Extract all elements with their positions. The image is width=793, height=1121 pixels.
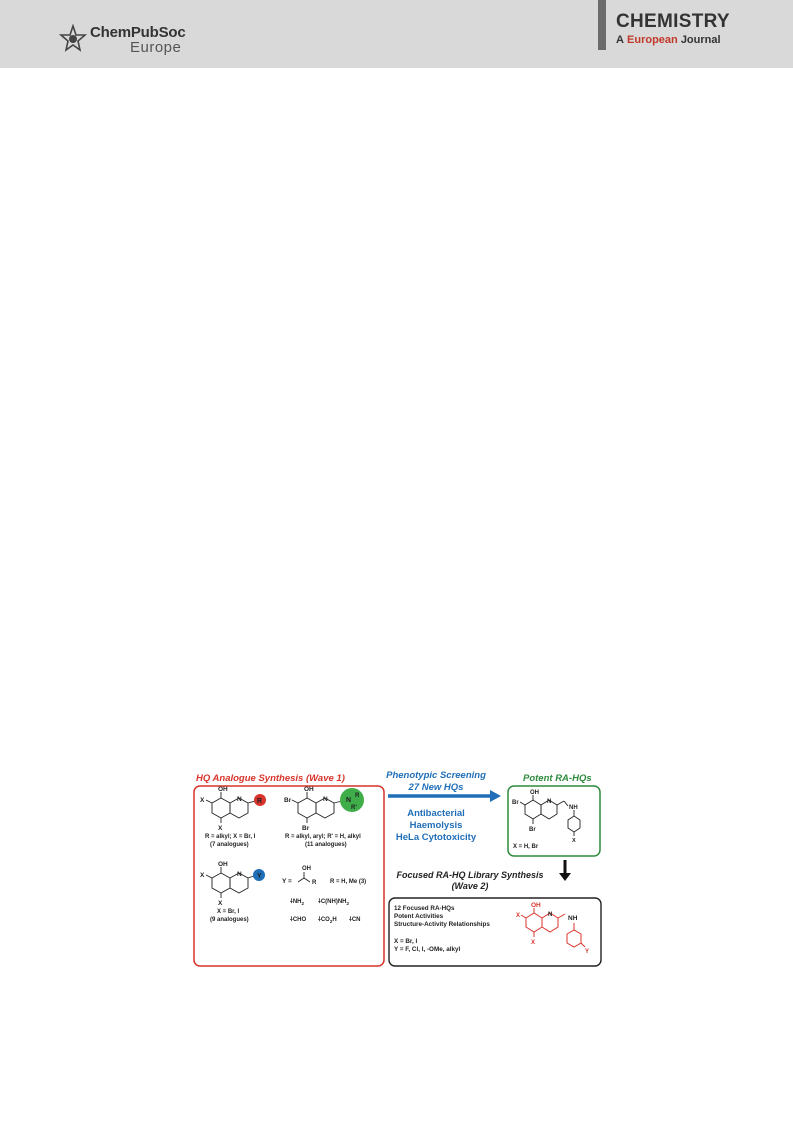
journal-subtitle: A European Journal [616,34,721,46]
publisher-name: ChemPubSoc [90,24,186,41]
atom-n: N [548,912,553,918]
focused-wave: (Wave 2) [451,881,489,891]
atom-x: X [200,797,205,804]
atom-y: Y [585,949,590,955]
y-cho: ⸸CHO [290,917,307,923]
atom-r: R [312,880,317,886]
wave2-y: Y = F, Cl, I, -OMe, alkyl [394,946,461,953]
y-r-label: R = H, Me (3) [330,879,367,885]
atom-nh: NH [569,805,578,811]
series1-molecule [206,792,255,823]
series2-molecule [292,792,342,823]
journal-title: CHEMISTRY [616,11,730,32]
series2-caption: R = alkyl, aryl; R' = H, alkyl [285,834,361,840]
y-group-label: Y = [282,878,292,885]
chempubsoc-logo [58,22,218,62]
wave1-title: HQ Analogue Synthesis (Wave 1) [196,773,345,784]
atom-oh: OH [530,790,539,796]
atom-br: Br [512,800,519,806]
atom-oh: OH [218,861,228,868]
atom-oh: OH [531,902,541,909]
y-amidine: $⸸C(NH)NH_2$ [318,899,350,906]
atom-oh: OH [302,866,311,872]
wave2-item: Structure-Activity Relationships [394,921,490,928]
series3-molecule [206,867,254,898]
series3-caption: X = Br, I [217,909,240,915]
atom-n: N [237,796,242,803]
atom-br: Br [284,797,292,804]
atom-n: N [323,796,328,803]
assay-antibacterial: Antibacterial [407,808,465,819]
wave1-box [194,786,384,966]
series2-count: (11 analogues) [305,842,347,848]
screening-title: Phenotypic Screening [386,770,486,781]
atom-oh: OH [218,786,228,793]
atom-n: N [237,871,242,878]
y-co2h: $⸸CO_2H$ [318,917,337,924]
atom-br: Br [302,825,310,832]
atom-oh: OH [304,786,314,793]
atom-nh: NH [568,915,578,922]
atom-x: X [531,940,536,946]
assay-haemolysis: Haemolysis [409,820,463,831]
series1-caption: R = alkyl; X = Br, I [205,834,256,840]
graphical-abstract [190,768,605,968]
atom-x: X [218,825,223,832]
journal-logo [598,0,768,68]
atom-x: X [200,872,205,879]
potent-title: Potent RA-HQs [523,773,592,784]
wave2-item: Potent Activities [394,913,444,920]
atom-y: Y [257,873,262,880]
y-cn: ⸸CN [349,917,361,923]
screening-arrowhead [490,790,501,802]
journal-header [0,0,793,68]
atom-x: X [572,838,576,844]
atom-br: Br [529,827,536,833]
chempubsoc-star-icon [58,24,88,54]
publisher-region: Europe [130,39,182,56]
screening-count: 27 New HQs [408,782,464,793]
series1-count: (7 analogues) [210,842,249,848]
atom-x: X [516,913,521,919]
atom-r: R [355,793,360,799]
wave2-x: X = Br, I [394,938,418,945]
focused-title: Focused RA-HQ Library Synthesis [396,870,544,880]
y-nh2: $⸸NH_2$ [290,899,305,906]
y-hydroxy-fragment [298,872,310,882]
atom-r: R [257,798,263,805]
assay-hela: HeLa Cytotoxicity [395,832,477,843]
series3-count: (9 analogues) [210,917,249,923]
atom-r-prime: R' [351,805,357,811]
atom-n: N [547,799,552,805]
atom-n: N [346,797,352,804]
journal-bar [598,0,606,50]
down-arrowhead [559,873,571,881]
atom-x: X [218,900,223,907]
wave2-item: 12 Focused RA-HQs [394,905,455,912]
potent-x-label: X = H, Br [513,844,539,850]
